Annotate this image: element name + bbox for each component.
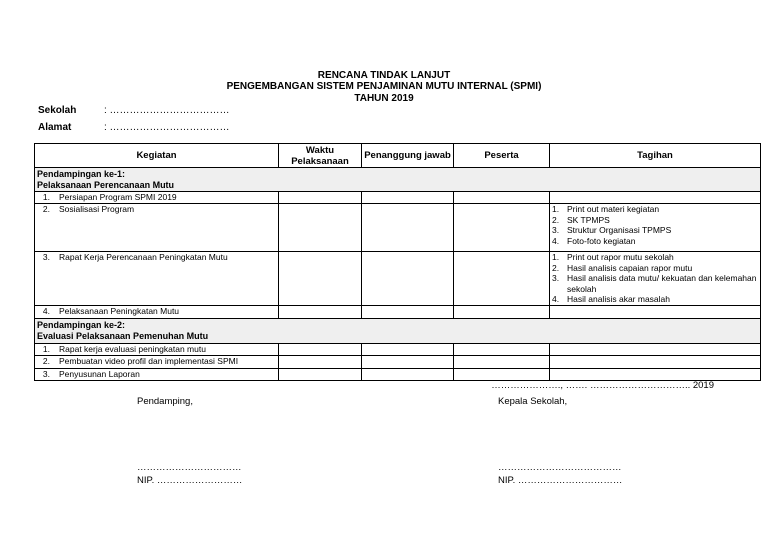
document-year: TAHUN 2019 bbox=[354, 93, 414, 104]
school-label: Sekolah bbox=[38, 105, 77, 116]
document-title: RENCANA TINDAK LANJUT bbox=[317, 70, 451, 81]
right-signer-role: Kepala Sekolah, bbox=[498, 396, 568, 407]
left-signer-name: …………………………… bbox=[137, 462, 242, 473]
section-title: Pendampingan ke-2: bbox=[37, 320, 126, 330]
section-subtitle: Evaluasi Pelaksanaan Pemenuhan Mutu bbox=[37, 330, 209, 341]
table-row bbox=[35, 343, 761, 355]
list-item: 4. Foto-foto kegiatan bbox=[552, 235, 636, 246]
activity-text: Pelaksanaan Peningkatan Mutu bbox=[59, 305, 180, 316]
list-item: 3. Hasil analisis data mutu/ kekuatan dan kelemahan sekolah bbox=[552, 273, 757, 294]
list-item: 2. SK TPMPS bbox=[552, 214, 610, 225]
row-number: 4. bbox=[42, 305, 50, 316]
section-row bbox=[35, 318, 761, 343]
list-item: 2. Hasil analisis capaian rapor mutu bbox=[552, 262, 693, 273]
section-row bbox=[35, 168, 761, 192]
list-item: 1. Print out materi kegiatan bbox=[552, 204, 660, 214]
table-row bbox=[35, 305, 761, 318]
row-number: 2. bbox=[42, 204, 50, 214]
table-row bbox=[35, 192, 761, 204]
output-list bbox=[552, 252, 758, 305]
activity-text: Penyusunan Laporan bbox=[59, 368, 140, 379]
list-item: 4. Hasil analisis akar masalah bbox=[552, 294, 670, 304]
address-value: : ……………………………… bbox=[104, 122, 230, 133]
address-label: Alamat bbox=[38, 122, 72, 133]
row-number: 1. bbox=[42, 343, 50, 354]
document-subtitle: PENGEMBANGAN SISTEM PENJAMINAN MUTU INTERNAL (SPMI) bbox=[226, 81, 542, 92]
row-number: 1. bbox=[42, 192, 50, 202]
activity-text: Persiapan Program SPMI 2019 bbox=[59, 192, 177, 202]
table-row bbox=[35, 252, 761, 306]
list-item: 1. Print out rapor mutu sekolah bbox=[552, 252, 674, 262]
header-waktu: Waktu Pelaksanaan bbox=[279, 144, 362, 168]
school-value: : ……………………………… bbox=[104, 105, 230, 116]
left-signer-role: Pendamping, bbox=[137, 396, 193, 407]
activity-text: Rapat Kerja Perencanaan Peningkatan Mutu bbox=[59, 252, 228, 262]
table-row bbox=[35, 204, 761, 252]
activity-text: Rapat kerja evaluasi peningkatan mutu bbox=[59, 343, 206, 354]
right-signer-name: ………………………………… bbox=[498, 462, 622, 473]
header-peserta: Peserta bbox=[454, 144, 550, 168]
row-number: 3. bbox=[42, 368, 50, 379]
list-item: 3. Struktur Organisasi TPMPS bbox=[552, 225, 672, 235]
table-row bbox=[35, 355, 761, 368]
action-plan-table bbox=[34, 143, 761, 381]
table-header-row bbox=[35, 144, 761, 168]
section-title: Pendampingan ke-1: bbox=[37, 169, 126, 179]
activity-text: Sosialisasi Program bbox=[59, 204, 135, 214]
left-signer-nip: NIP. ……………………… bbox=[137, 475, 243, 486]
header-penanggung-jawab: Penanggung jawab bbox=[362, 144, 454, 168]
header-tagihan: Tagihan bbox=[550, 144, 761, 168]
table-row bbox=[35, 368, 761, 380]
activity-text: Pembuatan video profil dan implementasi SPMI bbox=[59, 355, 239, 366]
header-kegiatan: Kegiatan bbox=[35, 144, 279, 168]
section-subtitle: Pelaksanaan Perencanaan Mutu bbox=[37, 179, 175, 190]
row-number: 3. bbox=[42, 252, 50, 262]
row-number: 2. bbox=[42, 355, 50, 366]
place-date-line: …………………., ……. ………………………….. 2019 bbox=[491, 380, 714, 391]
output-list bbox=[552, 204, 758, 246]
right-signer-nip: NIP. …………………………… bbox=[498, 475, 623, 486]
